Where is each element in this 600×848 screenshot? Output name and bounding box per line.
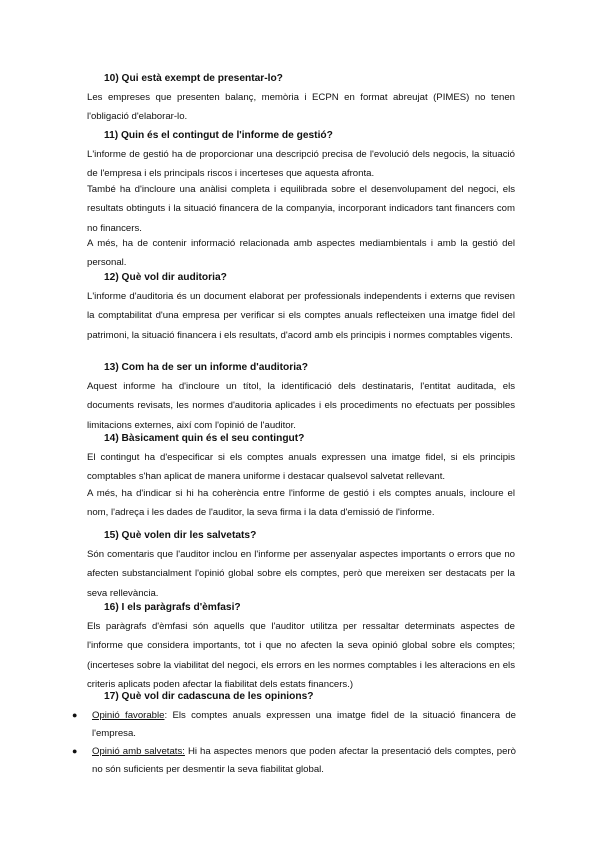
paragraph-q14-1: El contingut ha d'especificar si els comptes anuals expressen una imatge fidel, si els principis comptables s'han aplicat de manera uniforme i destacar qualsevol salvetat rellevant. [87,452,515,483]
heading-q11: 11) Quin és el contingut de l'informe de gestió? [104,130,333,141]
paragraph-q16: Els paràgrafs d'èmfasi són aquells que l'auditor utilitza per ressaltar determinats aspectes de l'informe que considera importants, tot i que no afecten la seva opinió global sobre els comptes; (incerteses sobre la viabilitat del negoci, els errors en les normes comptables i les alteracions en els criteris aplicats poden afectar la fiabilitat dels estats financers.) [87,621,515,691]
paragraph-q15: Són comentaris que l'auditor inclou en l'informe per assenyalar aspectes importants o errors que no afecten substancialment l'opinió global sobre els comptes, però que mereixen ser destacats per la seva rellevància. [87,549,515,599]
heading-q16: 16) I els paràgrafs d'èmfasi? [104,602,241,613]
opinion-term: Opinió favorable [92,710,165,721]
paragraph-q14-2: A més, ha d'indicar si hi ha coherència entre l'informe de gestió i els comptes anuals, incloure el nom, l'adreça i les dades de l'auditor, la seva firma i la data d'emissió de l'informe. [87,488,515,519]
heading-q15: 15) Què volen dir les salvetats? [104,530,257,541]
paragraph-q13: Aquest informe ha d'incloure un títol, la identificació dels destinataris, l'entitat auditada, els documents revisats, les normes d'auditoria aplicades i els procediments no efectuats per possibles limitacions externes, així com l'opinió de l'auditor. [87,381,515,431]
paragraph-q10: Les empreses que presenten balanç, memòria i ECPN en format abreujat (PIMES) no tenen l'obligació d'elaborar-lo. [87,92,515,123]
bullet-icon: ● [72,710,78,720]
paragraph-q11-2: També ha d'incloure una anàlisi completa i equilibrada sobre el desenvolupament del negoci, els resultats obtinguts i la situació financera de la companyia, incorporant indicadors tant financers com no financers. [87,184,515,234]
heading-q13: 13) Com ha de ser un informe d'auditoria? [104,362,308,373]
paragraph-q11-1: L'informe de gestió ha de proporcionar una descripció precisa de l'evolució dels negocis, la situació de l'empresa i els principals riscos i incerteses que aquesta afronta. [87,149,515,180]
bullet-icon: ● [72,746,78,756]
heading-q17: 17) Què vol dir cadascuna de les opinions? [104,691,314,702]
heading-q12: 12) Què vol dir auditoria? [104,272,227,283]
opinion-colon: : [164,710,168,721]
paragraph-q12: L'informe d'auditoria és un document elaborat per professionals independents i externs que revisen la comptabilitat d'una empresa per verificar si els comptes anuals reflecteixen una imatge fidel del patrimoni, la situació financera i els resultats, d'acord amb els principis i normes comptables vigents. [87,291,515,341]
list-item-opinion-salvetats [92,743,516,778]
opinion-term: Opinió amb salvetats: [92,746,185,757]
paragraph-q11-3: A més, ha de contenir informació relacionada amb aspectes mediambientals i amb la gestió del personal. [87,238,515,269]
heading-q10: 10) Qui està exempt de presentar-lo? [104,73,283,84]
list-item-opinion-favorable [92,707,516,742]
heading-q14: 14) Bàsicament quin és el seu contingut? [104,433,305,444]
opinion-text: Hi ha aspectes menors que poden afectar la presentació dels comptes, però no són suficients per desmentir la seva fiabilitat global. [92,746,516,775]
opinion-text: Els comptes anuals expressen una imatge fidel de la situació financera de l'empresa. [92,710,516,739]
